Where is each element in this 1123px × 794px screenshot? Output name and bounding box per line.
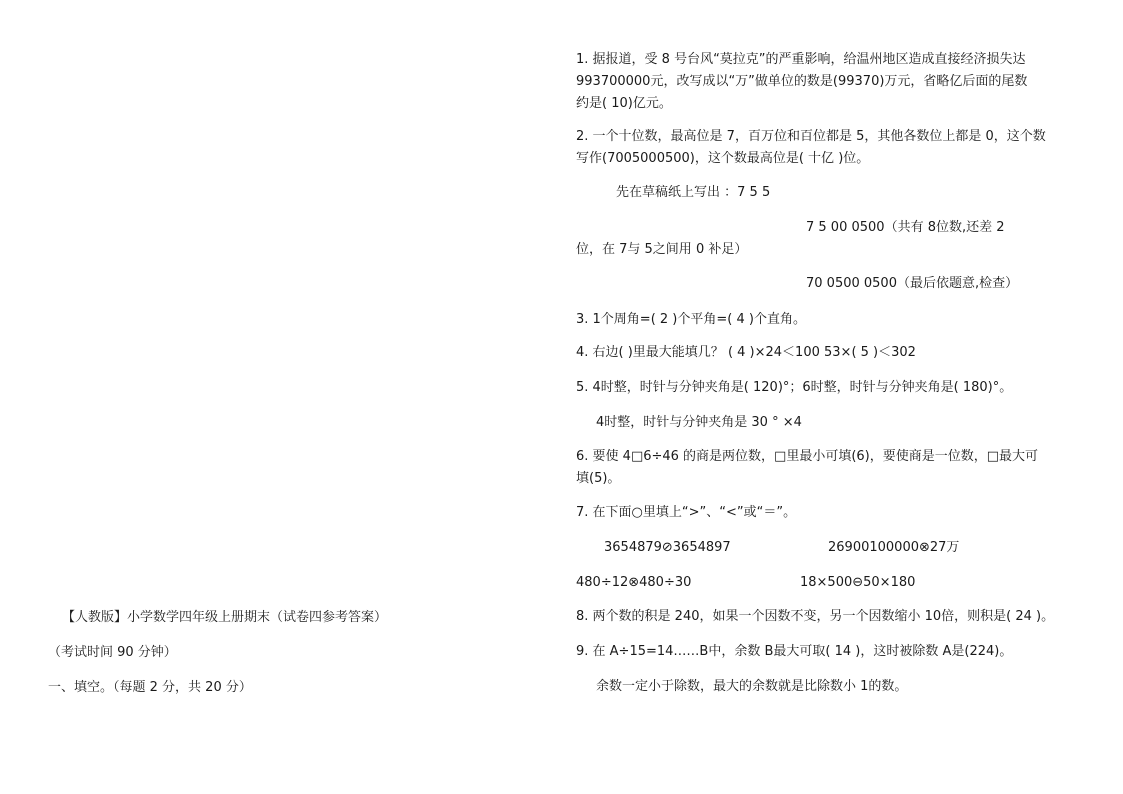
question-2-note-1: 先在草稿纸上写出 ：7 5 5 (616, 185, 771, 200)
question-2-line-2: 写作(7005000500)，这个数最高位是( 十亿 )位。 (576, 151, 870, 166)
document-title: 【人教版】小学数学四年级上册期末（试卷四参考答案） (62, 610, 388, 625)
question-7: 7. 在下面○里填上“>”、“<”或“＝”。 (576, 505, 797, 520)
question-7-item-b: 26900100000⊗27万 (828, 540, 960, 555)
section-heading: 一、填空。（每题 2 分，共 20 分） (48, 680, 252, 695)
question-2-line-1: 2. 一个十位数，最高位是 7，百万位和百位都是 5，其他各数位上都是 0，这个数 (576, 129, 1046, 144)
question-4: 4. 右边( )里最大能填几？ ( 4 )×24＜100 53×( 5 )＜302 (576, 345, 916, 360)
question-8: 8. 两个数的积是 240，如果一个因数不变，另一个因数缩小 10倍，则积是( 24 )。 (576, 609, 1055, 624)
question-6-line-1: 6. 要使 4□6÷46 的商是两位数，□里最小可填(6)，要使商是一位数，□最大可 (576, 449, 1039, 464)
question-7-item-a: 3654879⊘3654897 (604, 540, 731, 555)
question-7-item-c: 480÷12⊗480÷30 (576, 575, 692, 590)
question-2-note-4: 70 0500 0500（最后依题意,检查） (806, 276, 1019, 291)
question-1-line-2: 993700000元，改写成以“万”做单位的数是(99370)万元，省略亿后面的尾数 (576, 74, 1028, 89)
question-5-note: 4时整，时针与分钟夹角是 30 ° ×4 (596, 415, 802, 430)
question-5: 5. 4时整，时针与分钟夹角是( 120)°；6时整，时针与分钟夹角是( 180)°。 (576, 380, 1013, 395)
question-1-line-3: 约是( 10)亿元。 (576, 96, 672, 111)
exam-time-note: （考试时间 90 分钟） (48, 645, 177, 660)
question-2-note-2: 7 5 00 0500（共有 8位数,还差 2 (806, 220, 1005, 235)
question-9-note: 余数一定小于除数，最大的余数就是比除数小 1的数。 (596, 679, 908, 694)
question-2-note-3: 位，在 7与 5之间用 0 补足） (576, 242, 748, 257)
question-1-line-1: 1. 据报道，受 8 号台风“莫拉克”的严重影响，给温州地区造成直接经济损失达 (576, 52, 1026, 67)
question-3: 3. 1个周角=( 2 )个平角=( 4 )个直角。 (576, 312, 806, 327)
question-7-item-d: 18×500⊖50×180 (800, 575, 916, 590)
question-9: 9. 在 A÷15=14……B中，余数 B最大可取( 14 )，这时被除数 A是(224)。 (576, 644, 1013, 659)
question-6-line-2: 填(5)。 (576, 471, 621, 486)
